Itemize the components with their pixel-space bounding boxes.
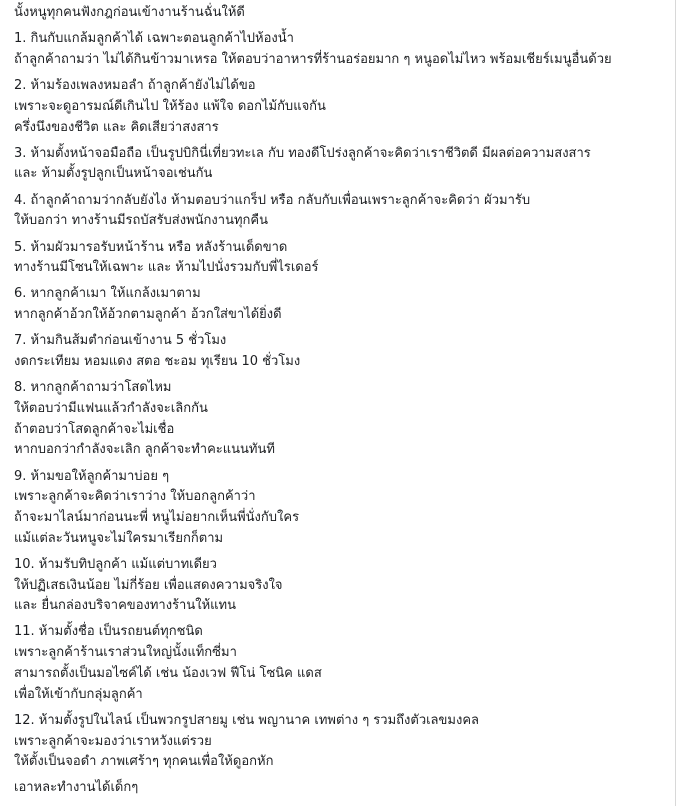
rule-paragraph [14,331,675,372]
text-line: 6. หากลูกค้าเมา ให้แกล้งเมาตาม [14,286,201,302]
text-line: 5. ห้ามผัวมารอรับหน้าร้าน หรือ หลังร้านเด็ดขาด [14,239,288,255]
rule-paragraph [14,378,675,461]
text-line: 7. ห้ามกินส้มตำก่อนเข้างาน 5 ชั่วโมง [14,333,227,349]
text-line: ให้ตั้งเป็นจอดำ ภาพเศร้าๆ ทุกคนเพื่อให้ดูอกหัก [14,754,274,770]
text-line: และ ยื่นกล่องบริจาคของทางร้านให้แทน [14,598,236,614]
post-intro [14,3,675,24]
rule-paragraph [14,284,675,325]
text-line: 8. หากลูกค้าถามว่าโสดไหม [14,380,172,396]
text-line: ให้ปฏิเสธเงินน้อย ไม่กี่ร้อย เพื่อแสดงความจริงใจ [14,577,283,593]
text-line: ให้ตอบว่ามีแฟนแล้วกำลังจะเลิกกัน [14,400,208,416]
text-line: สามารถตั้งเป็นมอไซค์ได้ เช่น น้องเวฟ ฟีโน่ โซนิค แดส [14,665,322,681]
text-line: นั้งหนูทุกคนฟังกฎก่อนเข้างานร้านฉั่นให้ดี [14,5,245,20]
rule-paragraph [14,711,675,773]
text-line: 12. ห้ามตั้งรูปในไลน์ เป็นพวกรูปสายมู เช่น พญานาค เทพต่าง ๆ รวมถึงตัวเลขมงคล [14,712,479,728]
text-line: หากลูกค้าอ้วกให้อ้วกตามลูกค้า อ้วกใส่ขาได้ยิ่งดี [14,307,282,323]
rule-paragraph [14,622,675,705]
rule-paragraph [14,144,675,185]
text-line: 3. ห้ามตั้งหน้าจอมือถือ เป็นรูปบิกินี่เที่ยวทะเล กับ ทองดีโปร่งลูกค้าจะคิดว่าเราชีวิตดี มีผลต่อความสงสาร [14,145,591,161]
text-line: และ ห้ามตั้งรูปลูกเป็นหน้าจอเช่นกัน [14,166,213,182]
text-line: 11. ห้ามตั้งชื่อ เป็นรถยนต์ทุกชนิด [14,624,203,640]
text-line: เพราะลูกค้าจะมองว่าเราหวังแต่รวย [14,733,212,749]
text-line: เพราะจะดูอารมณ์ดีเกินไป ให้ร้อง แพ้ใจ ดอกไม้กับแจกัน [14,98,326,114]
text-line: เพราะลูกค้าจะคิดว่าเราว่าง ให้บอกลูกค้าว่า [14,489,256,505]
text-line: 9. ห้ามขอให้ลูกค้ามาบ่อย ๆ [14,468,170,484]
rule-paragraph [14,467,675,550]
text-line: ถ้าตอบว่าโสดลูกค้าจะไม่เชื่อ [14,421,175,437]
text-line: ถ้าลูกค้าถามว่า ไม่ได้กินข้าวมาเหรอ ให้ตอบว่าอาหารที่ร้านอร่อยมาก ๆ หนูอดไม่ไหว พร้อมเชียร์เมนูอื่นด้วย [14,51,612,67]
text-line: เพื่อให้เข้ากับกลุ่มลูกค้า [14,686,143,702]
text-line: 1. กินกับแกล้มลูกค้าได้ เฉพาะตอนลูกค้าไปห้องน้ำ [14,31,294,47]
text-line: ทางร้านมีโซนให้เฉพาะ และ ห้ามไปนั่งรวมกับพี่ไรเดอร์ [14,260,319,276]
rule-paragraph [14,29,675,70]
rule-paragraph [14,555,675,617]
text-line: แม้แต่ละวันหนูจะไม่ใครมาเรียกก็ตาม [14,530,224,546]
rule-paragraph [14,191,675,232]
rule-paragraph [14,238,675,279]
text-line: ถ้าจะมาไลน์มาก่อนนะพี่ หนูไม่อยากเห็นพี่นั่งกับใคร [14,509,300,525]
text-line: หากบอกว่ากำลังจะเลิก ลูกค้าจะทำคะแนนทันที [14,442,275,458]
text-line: 2. ห้ามร้องเพลงหมอลำ ถ้าลูกค้ายังไม่ได้ขอ [14,78,256,94]
post-closing [14,778,675,799]
rule-paragraph [14,76,675,138]
text-line: 4. ถ้าลูกค้าถามว่ากลับยังไง ห้ามตอบว่าแกร็ป หรือ กลับกับเพื่อนเพราะลูกค้าจะคิดว่า ผัวมารับ [14,192,531,208]
text-line: ให้บอกว่า ทางร้านมีรถบัสรับส่งพนักงานทุกคืน [14,213,268,229]
text-line: งดกระเทียม หอมแดง สตอ ชะอม ทุเรียน 10 ชั่วโมง [14,354,301,370]
text-line: เพราะลูกค้าร้านเราส่วนใหญ่นั้งแท็กซี่มา [14,645,237,661]
text-line: ครึ่งนึงของชีวิต และ คิดเสียว่าสงสาร [14,119,219,135]
text-line: 10. ห้ามรับทิปลูกค้า แม้แต่บาทเดียว [14,556,217,572]
text-line: เอาหละทำงานได้เด็กๆ [14,780,139,796]
